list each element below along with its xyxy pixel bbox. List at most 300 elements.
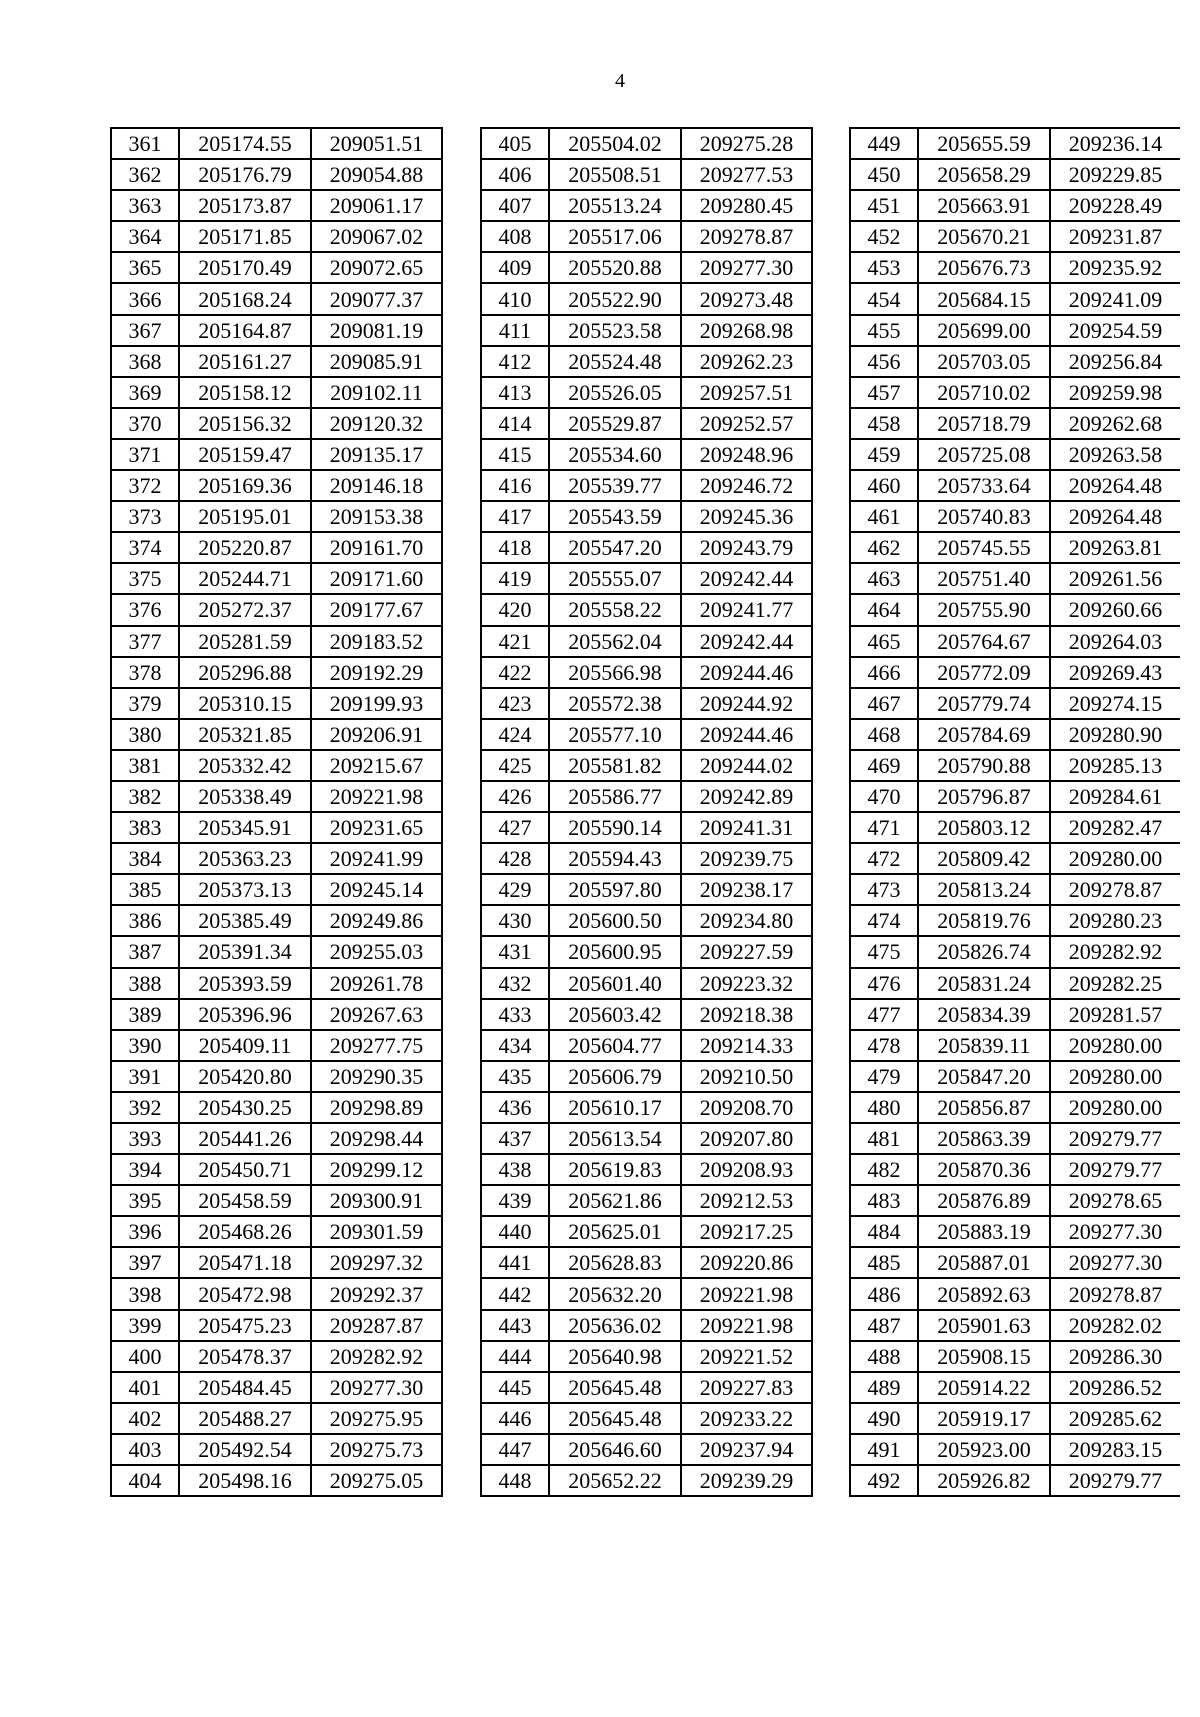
- y-coordinate-cell: 209280.00: [1050, 1030, 1180, 1061]
- y-coordinate-cell: 209257.51: [681, 377, 812, 408]
- table-row: [111, 1341, 442, 1372]
- x-coordinate-cell: 205790.88: [918, 750, 1050, 781]
- table-row: [850, 221, 1180, 252]
- point-number-cell: 375: [111, 563, 179, 594]
- point-number-cell: 362: [111, 159, 179, 190]
- point-number-cell: 386: [111, 905, 179, 936]
- point-number-cell: 390: [111, 1030, 179, 1061]
- table-row: [481, 532, 812, 563]
- table-row: [111, 719, 442, 750]
- y-coordinate-cell: 209277.75: [311, 1030, 442, 1061]
- y-coordinate-cell: 209264.48: [1050, 470, 1180, 501]
- y-coordinate-cell: 209238.17: [681, 874, 812, 905]
- table-row: [850, 532, 1180, 563]
- x-coordinate-cell: 205526.05: [549, 377, 681, 408]
- x-coordinate-cell: 205338.49: [179, 781, 311, 812]
- table-row: [850, 1341, 1180, 1372]
- x-coordinate-cell: 205745.55: [918, 532, 1050, 563]
- x-coordinate-cell: 205310.15: [179, 688, 311, 719]
- x-coordinate-cell: 205484.45: [179, 1372, 311, 1403]
- x-coordinate-cell: 205534.60: [549, 439, 681, 470]
- x-coordinate-cell: 205572.38: [549, 688, 681, 719]
- x-coordinate-cell: 205244.71: [179, 563, 311, 594]
- point-number-cell: 475: [850, 936, 918, 967]
- table-row: [111, 1434, 442, 1465]
- table-row: [850, 377, 1180, 408]
- x-coordinate-cell: 205636.02: [549, 1310, 681, 1341]
- y-coordinate-cell: 209054.88: [311, 159, 442, 190]
- point-number-cell: 428: [481, 843, 549, 874]
- y-coordinate-cell: 209177.67: [311, 594, 442, 625]
- y-coordinate-cell: 209285.62: [1050, 1403, 1180, 1434]
- point-number-cell: 363: [111, 190, 179, 221]
- x-coordinate-cell: 205863.39: [918, 1123, 1050, 1154]
- point-number-cell: 471: [850, 812, 918, 843]
- point-number-cell: 479: [850, 1061, 918, 1092]
- y-coordinate-cell: 209242.44: [681, 626, 812, 657]
- x-coordinate-cell: 205652.22: [549, 1465, 681, 1496]
- x-coordinate-cell: 205332.42: [179, 750, 311, 781]
- table-row: [850, 1092, 1180, 1123]
- table-row: [111, 1061, 442, 1092]
- y-coordinate-cell: 209212.53: [681, 1185, 812, 1216]
- table-row: [111, 1154, 442, 1185]
- point-number-cell: 462: [850, 532, 918, 563]
- point-number-cell: 468: [850, 719, 918, 750]
- x-coordinate-cell: 205523.58: [549, 315, 681, 346]
- y-coordinate-cell: 209242.89: [681, 781, 812, 812]
- y-coordinate-cell: 209282.02: [1050, 1310, 1180, 1341]
- y-coordinate-cell: 209268.98: [681, 315, 812, 346]
- table-row: [850, 1465, 1180, 1496]
- x-coordinate-cell: 205645.48: [549, 1372, 681, 1403]
- point-number-cell: 453: [850, 252, 918, 283]
- table-row: [481, 968, 812, 999]
- x-coordinate-cell: 205176.79: [179, 159, 311, 190]
- table-row: [111, 159, 442, 190]
- y-coordinate-cell: 209243.79: [681, 532, 812, 563]
- x-coordinate-cell: 205562.04: [549, 626, 681, 657]
- table-row: [111, 563, 442, 594]
- x-coordinate-cell: 205170.49: [179, 252, 311, 283]
- y-coordinate-cell: 209208.93: [681, 1154, 812, 1185]
- x-coordinate-cell: 205488.27: [179, 1403, 311, 1434]
- point-number-cell: 370: [111, 408, 179, 439]
- table-row: [111, 750, 442, 781]
- table-row: [850, 1185, 1180, 1216]
- table-row: [850, 252, 1180, 283]
- y-coordinate-cell: 209183.52: [311, 626, 442, 657]
- table-row: [850, 501, 1180, 532]
- x-coordinate-cell: 205725.08: [918, 439, 1050, 470]
- x-coordinate-cell: 205385.49: [179, 905, 311, 936]
- x-coordinate-cell: 205471.18: [179, 1247, 311, 1278]
- table-row: [111, 1123, 442, 1154]
- table-row: [111, 252, 442, 283]
- point-number-cell: 473: [850, 874, 918, 905]
- x-coordinate-cell: 205901.63: [918, 1310, 1050, 1341]
- x-coordinate-cell: 205847.20: [918, 1061, 1050, 1092]
- y-coordinate-cell: 209241.77: [681, 594, 812, 625]
- y-coordinate-cell: 209280.45: [681, 190, 812, 221]
- table-row: [481, 252, 812, 283]
- x-coordinate-cell: 205613.54: [549, 1123, 681, 1154]
- table-row: [111, 346, 442, 377]
- table-row: [481, 283, 812, 314]
- point-number-cell: 483: [850, 1185, 918, 1216]
- x-coordinate-cell: 205220.87: [179, 532, 311, 563]
- x-coordinate-cell: 205826.74: [918, 936, 1050, 967]
- table-row: [481, 377, 812, 408]
- x-coordinate-cell: 205796.87: [918, 781, 1050, 812]
- y-coordinate-cell: 209051.51: [311, 128, 442, 159]
- y-coordinate-cell: 209259.98: [1050, 377, 1180, 408]
- table-row: [481, 594, 812, 625]
- point-number-cell: 371: [111, 439, 179, 470]
- point-number-cell: 481: [850, 1123, 918, 1154]
- y-coordinate-cell: 209236.14: [1050, 128, 1180, 159]
- table-row: [850, 750, 1180, 781]
- table-row: [481, 128, 812, 159]
- x-coordinate-cell: 205168.24: [179, 283, 311, 314]
- x-coordinate-cell: 205640.98: [549, 1341, 681, 1372]
- y-coordinate-cell: 209280.00: [1050, 1092, 1180, 1123]
- point-number-cell: 449: [850, 128, 918, 159]
- point-number-cell: 374: [111, 532, 179, 563]
- y-coordinate-cell: 209215.67: [311, 750, 442, 781]
- y-coordinate-cell: 209282.92: [311, 1341, 442, 1372]
- x-coordinate-cell: 205784.69: [918, 719, 1050, 750]
- table-row: [850, 1372, 1180, 1403]
- table-row: [481, 190, 812, 221]
- x-coordinate-cell: 205604.77: [549, 1030, 681, 1061]
- y-coordinate-cell: 209214.33: [681, 1030, 812, 1061]
- point-number-cell: 458: [850, 408, 918, 439]
- y-coordinate-cell: 209254.59: [1050, 315, 1180, 346]
- y-coordinate-cell: 209275.28: [681, 128, 812, 159]
- point-number-cell: 385: [111, 874, 179, 905]
- x-coordinate-cell: 205296.88: [179, 657, 311, 688]
- x-coordinate-cell: 205458.59: [179, 1185, 311, 1216]
- x-coordinate-cell: 205619.83: [549, 1154, 681, 1185]
- y-coordinate-cell: 209207.80: [681, 1123, 812, 1154]
- y-coordinate-cell: 209279.77: [1050, 1123, 1180, 1154]
- x-coordinate-cell: 205601.40: [549, 968, 681, 999]
- y-coordinate-cell: 209206.91: [311, 719, 442, 750]
- x-coordinate-cell: 205621.86: [549, 1185, 681, 1216]
- y-coordinate-cell: 209292.37: [311, 1278, 442, 1309]
- point-number-cell: 437: [481, 1123, 549, 1154]
- x-coordinate-cell: 205876.89: [918, 1185, 1050, 1216]
- y-coordinate-cell: 209231.87: [1050, 221, 1180, 252]
- y-coordinate-cell: 209277.30: [1050, 1216, 1180, 1247]
- point-number-cell: 384: [111, 843, 179, 874]
- point-number-cell: 377: [111, 626, 179, 657]
- x-coordinate-cell: 205646.60: [549, 1434, 681, 1465]
- x-coordinate-cell: 205164.87: [179, 315, 311, 346]
- y-coordinate-cell: 209242.44: [681, 563, 812, 594]
- x-coordinate-cell: 205441.26: [179, 1123, 311, 1154]
- x-coordinate-cell: 205472.98: [179, 1278, 311, 1309]
- table-row: [481, 719, 812, 750]
- table-row: [111, 501, 442, 532]
- point-number-cell: 402: [111, 1403, 179, 1434]
- table-row: [481, 750, 812, 781]
- y-coordinate-cell: 209102.11: [311, 377, 442, 408]
- y-coordinate-cell: 209192.29: [311, 657, 442, 688]
- y-coordinate-cell: 209067.02: [311, 221, 442, 252]
- point-number-cell: 445: [481, 1372, 549, 1403]
- x-coordinate-cell: 205543.59: [549, 501, 681, 532]
- table-row: [481, 1185, 812, 1216]
- y-coordinate-cell: 209277.30: [681, 252, 812, 283]
- point-number-cell: 446: [481, 1403, 549, 1434]
- x-coordinate-cell: 205529.87: [549, 408, 681, 439]
- x-coordinate-cell: 205831.24: [918, 968, 1050, 999]
- y-coordinate-cell: 209273.48: [681, 283, 812, 314]
- x-coordinate-cell: 205517.06: [549, 221, 681, 252]
- table-row: [850, 283, 1180, 314]
- x-coordinate-cell: 205733.64: [918, 470, 1050, 501]
- table-row: [481, 1216, 812, 1247]
- x-coordinate-cell: 205156.32: [179, 408, 311, 439]
- table-row: [481, 936, 812, 967]
- x-coordinate-cell: 205600.50: [549, 905, 681, 936]
- table-row: [481, 688, 812, 719]
- point-number-cell: 438: [481, 1154, 549, 1185]
- table-row: [111, 968, 442, 999]
- y-coordinate-cell: 209267.63: [311, 999, 442, 1030]
- table-row: [481, 1061, 812, 1092]
- point-number-cell: 472: [850, 843, 918, 874]
- x-coordinate-cell: 205450.71: [179, 1154, 311, 1185]
- point-number-cell: 387: [111, 936, 179, 967]
- point-number-cell: 392: [111, 1092, 179, 1123]
- point-number-cell: 419: [481, 563, 549, 594]
- y-coordinate-cell: 209261.56: [1050, 563, 1180, 594]
- table-row: [481, 1092, 812, 1123]
- table-row: [111, 470, 442, 501]
- point-number-cell: 404: [111, 1465, 179, 1496]
- x-coordinate-cell: 205625.01: [549, 1216, 681, 1247]
- coordinate-table-1: [110, 127, 443, 1497]
- x-coordinate-cell: 205655.59: [918, 128, 1050, 159]
- table-row: [850, 968, 1180, 999]
- table-row: [111, 1310, 442, 1341]
- table-row: [850, 1310, 1180, 1341]
- x-coordinate-cell: 205663.91: [918, 190, 1050, 221]
- x-coordinate-cell: 205819.76: [918, 905, 1050, 936]
- point-number-cell: 408: [481, 221, 549, 252]
- x-coordinate-cell: 205908.15: [918, 1341, 1050, 1372]
- y-coordinate-cell: 209217.25: [681, 1216, 812, 1247]
- table-row: [481, 1372, 812, 1403]
- y-coordinate-cell: 209264.48: [1050, 501, 1180, 532]
- x-coordinate-cell: 205603.42: [549, 999, 681, 1030]
- table-row: [850, 626, 1180, 657]
- x-coordinate-cell: 205393.59: [179, 968, 311, 999]
- point-number-cell: 369: [111, 377, 179, 408]
- y-coordinate-cell: 209221.52: [681, 1341, 812, 1372]
- point-number-cell: 461: [850, 501, 918, 532]
- point-number-cell: 448: [481, 1465, 549, 1496]
- table-row: [481, 501, 812, 532]
- point-number-cell: 394: [111, 1154, 179, 1185]
- x-coordinate-cell: 205914.22: [918, 1372, 1050, 1403]
- point-number-cell: 490: [850, 1403, 918, 1434]
- x-coordinate-cell: 205809.42: [918, 843, 1050, 874]
- table-row: [850, 874, 1180, 905]
- y-coordinate-cell: 209275.95: [311, 1403, 442, 1434]
- y-coordinate-cell: 209287.87: [311, 1310, 442, 1341]
- x-coordinate-cell: 205547.20: [549, 532, 681, 563]
- x-coordinate-cell: 205373.13: [179, 874, 311, 905]
- table-row: [481, 563, 812, 594]
- coordinate-table-2: [480, 127, 813, 1497]
- y-coordinate-cell: 209252.57: [681, 408, 812, 439]
- point-number-cell: 407: [481, 190, 549, 221]
- y-coordinate-cell: 209300.91: [311, 1185, 442, 1216]
- point-number-cell: 434: [481, 1030, 549, 1061]
- point-number-cell: 379: [111, 688, 179, 719]
- y-coordinate-cell: 209285.13: [1050, 750, 1180, 781]
- table-row: [111, 781, 442, 812]
- y-coordinate-cell: 209241.09: [1050, 283, 1180, 314]
- table-row: [481, 470, 812, 501]
- y-coordinate-cell: 209239.29: [681, 1465, 812, 1496]
- y-coordinate-cell: 209221.98: [681, 1310, 812, 1341]
- point-number-cell: 412: [481, 346, 549, 377]
- table-row: [481, 999, 812, 1030]
- table-row: [111, 1092, 442, 1123]
- y-coordinate-cell: 209171.60: [311, 563, 442, 594]
- x-coordinate-cell: 205396.96: [179, 999, 311, 1030]
- y-coordinate-cell: 209263.81: [1050, 532, 1180, 563]
- y-coordinate-cell: 209277.30: [311, 1372, 442, 1403]
- point-number-cell: 436: [481, 1092, 549, 1123]
- table-row: [850, 657, 1180, 688]
- point-number-cell: 450: [850, 159, 918, 190]
- point-number-cell: 456: [850, 346, 918, 377]
- y-coordinate-cell: 209072.65: [311, 252, 442, 283]
- y-coordinate-cell: 209208.70: [681, 1092, 812, 1123]
- y-coordinate-cell: 209241.31: [681, 812, 812, 843]
- y-coordinate-cell: 209301.59: [311, 1216, 442, 1247]
- table-row: [850, 1061, 1180, 1092]
- x-coordinate-cell: 205740.83: [918, 501, 1050, 532]
- table-row: [111, 1030, 442, 1061]
- point-number-cell: 440: [481, 1216, 549, 1247]
- x-coordinate-cell: 205645.48: [549, 1403, 681, 1434]
- table-row: [481, 159, 812, 190]
- point-number-cell: 454: [850, 283, 918, 314]
- y-coordinate-cell: 209221.98: [681, 1278, 812, 1309]
- table-row: [111, 1278, 442, 1309]
- point-number-cell: 398: [111, 1278, 179, 1309]
- point-number-cell: 368: [111, 346, 179, 377]
- y-coordinate-cell: 209283.15: [1050, 1434, 1180, 1465]
- point-number-cell: 381: [111, 750, 179, 781]
- point-number-cell: 396: [111, 1216, 179, 1247]
- x-coordinate-cell: 205555.07: [549, 563, 681, 594]
- table-row: [111, 532, 442, 563]
- page-number: 4: [615, 70, 625, 92]
- x-coordinate-cell: 205628.83: [549, 1247, 681, 1278]
- point-number-cell: 415: [481, 439, 549, 470]
- point-number-cell: 435: [481, 1061, 549, 1092]
- x-coordinate-cell: 205779.74: [918, 688, 1050, 719]
- point-number-cell: 480: [850, 1092, 918, 1123]
- x-coordinate-cell: 205577.10: [549, 719, 681, 750]
- x-coordinate-cell: 205281.59: [179, 626, 311, 657]
- x-coordinate-cell: 205887.01: [918, 1247, 1050, 1278]
- y-coordinate-cell: 209286.30: [1050, 1341, 1180, 1372]
- point-number-cell: 477: [850, 999, 918, 1030]
- point-number-cell: 421: [481, 626, 549, 657]
- point-number-cell: 487: [850, 1310, 918, 1341]
- table-row: [850, 843, 1180, 874]
- point-number-cell: 439: [481, 1185, 549, 1216]
- table-row: [850, 1247, 1180, 1278]
- point-number-cell: 395: [111, 1185, 179, 1216]
- y-coordinate-cell: 209264.03: [1050, 626, 1180, 657]
- table-row: [850, 1154, 1180, 1185]
- table-row: [850, 1216, 1180, 1247]
- table-row: [850, 1403, 1180, 1434]
- y-coordinate-cell: 209227.83: [681, 1372, 812, 1403]
- table-row: [111, 1185, 442, 1216]
- x-coordinate-cell: 205586.77: [549, 781, 681, 812]
- x-coordinate-cell: 205391.34: [179, 936, 311, 967]
- y-coordinate-cell: 209081.19: [311, 315, 442, 346]
- point-number-cell: 457: [850, 377, 918, 408]
- point-number-cell: 405: [481, 128, 549, 159]
- table-row: [850, 439, 1180, 470]
- point-number-cell: 416: [481, 470, 549, 501]
- point-number-cell: 429: [481, 874, 549, 905]
- table-row: [481, 1403, 812, 1434]
- point-number-cell: 484: [850, 1216, 918, 1247]
- y-coordinate-cell: 209277.30: [1050, 1247, 1180, 1278]
- x-coordinate-cell: 205718.79: [918, 408, 1050, 439]
- y-coordinate-cell: 209274.15: [1050, 688, 1180, 719]
- point-number-cell: 427: [481, 812, 549, 843]
- y-coordinate-cell: 209248.96: [681, 439, 812, 470]
- y-coordinate-cell: 209244.02: [681, 750, 812, 781]
- table-row: [481, 1310, 812, 1341]
- table-row: [481, 1278, 812, 1309]
- point-number-cell: 465: [850, 626, 918, 657]
- x-coordinate-cell: 205173.87: [179, 190, 311, 221]
- point-number-cell: 455: [850, 315, 918, 346]
- y-coordinate-cell: 209245.14: [311, 874, 442, 905]
- y-coordinate-cell: 209280.00: [1050, 843, 1180, 874]
- point-number-cell: 469: [850, 750, 918, 781]
- table-row: [111, 594, 442, 625]
- point-number-cell: 488: [850, 1341, 918, 1372]
- x-coordinate-cell: 205468.26: [179, 1216, 311, 1247]
- point-number-cell: 467: [850, 688, 918, 719]
- table-row: [481, 346, 812, 377]
- table-row: [481, 1247, 812, 1278]
- x-coordinate-cell: 205520.88: [549, 252, 681, 283]
- point-number-cell: 365: [111, 252, 179, 283]
- y-coordinate-cell: 209237.94: [681, 1434, 812, 1465]
- point-number-cell: 441: [481, 1247, 549, 1278]
- x-coordinate-cell: 205883.19: [918, 1216, 1050, 1247]
- y-coordinate-cell: 209135.17: [311, 439, 442, 470]
- x-coordinate-cell: 205684.15: [918, 283, 1050, 314]
